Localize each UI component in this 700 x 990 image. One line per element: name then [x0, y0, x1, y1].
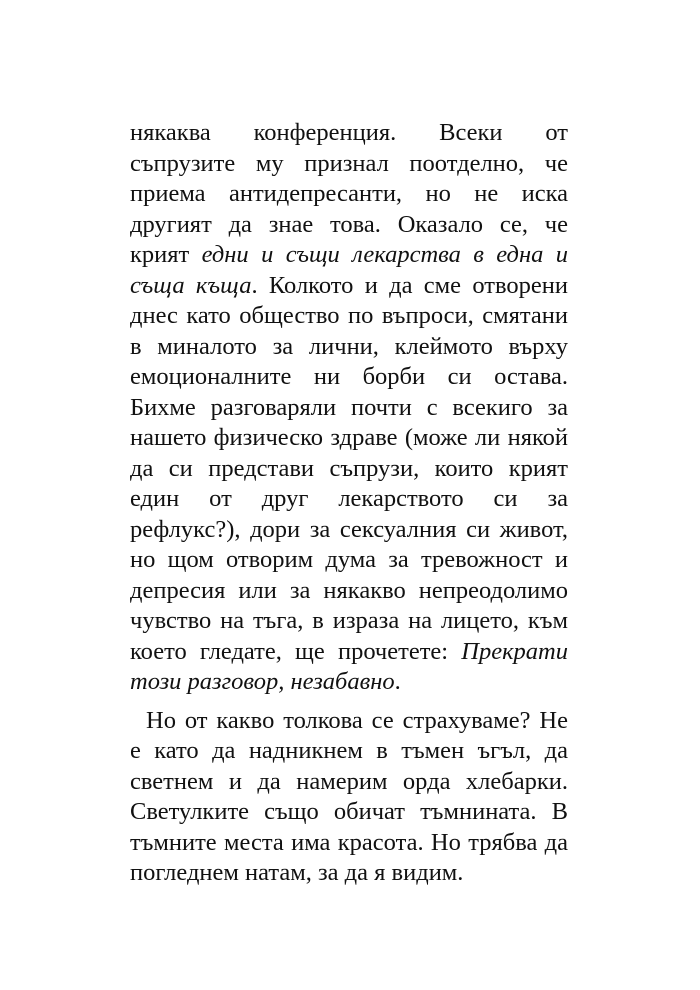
text-run: но щом отворим дума за тревожност и	[130, 546, 568, 573]
text-line	[130, 423, 568, 454]
text-run: един от друг лекарството си за	[130, 485, 568, 512]
text-run: да си представи съпрузи, които крият	[130, 454, 568, 482]
text-line	[130, 149, 568, 180]
italic-text: съща къща	[130, 271, 252, 299]
text-line	[130, 767, 568, 798]
text-run: Бихме разговаряли почти с всекиго за	[130, 393, 568, 421]
text-line	[130, 667, 568, 698]
text-run: крият	[130, 241, 202, 268]
text-line	[130, 393, 568, 424]
text-line	[130, 797, 568, 828]
text-run: съпрузите му признал поотделно, че	[130, 149, 568, 177]
text-run: рефлукс?), дори за сексуалния си живот,	[130, 515, 568, 543]
italic-text: Прекрати	[461, 637, 568, 665]
text-line	[130, 240, 568, 271]
text-run: другият да знае това. Оказало се, че	[130, 210, 568, 238]
text-line	[130, 606, 568, 637]
text-run: нашето физическо здраве (може ли някой	[130, 424, 568, 451]
text-line	[130, 362, 568, 393]
text-line	[130, 545, 568, 576]
text-run: . Колкото и да сме отворени	[251, 271, 568, 299]
text-run: в миналото за лични, клеймото върху	[130, 332, 568, 360]
text-line	[130, 271, 568, 302]
text-line	[130, 706, 568, 737]
text-run: което гледате, ще прочетете:	[130, 637, 462, 665]
text-line	[130, 858, 568, 889]
text-run: е като да надникнем в тъмен ъгъл, да	[130, 737, 568, 764]
text-line	[130, 484, 568, 515]
italic-text: този разговор, незабавно	[130, 668, 395, 695]
text-run: тъмните места има красота. Но трябва да	[130, 828, 568, 856]
text-line	[130, 515, 568, 546]
paragraph	[130, 706, 568, 889]
text-run: емоционалните ни борби си остава.	[130, 363, 568, 390]
body-text	[130, 118, 568, 889]
text-run: депресия или за някакво непреодолимо	[130, 576, 568, 604]
text-line	[130, 828, 568, 859]
text-line	[130, 332, 568, 363]
text-run: погледнем натам, за да я видим.	[130, 859, 464, 886]
text-run: Но от какво толкова се страхуваме? Не	[146, 706, 568, 734]
text-line	[130, 576, 568, 607]
text-run: Светулките също обичат тъмнината. В	[130, 798, 568, 825]
text-run: .	[394, 668, 401, 695]
text-line	[130, 118, 568, 149]
text-run: светнем и да намерим орда хлебарки.	[130, 767, 568, 795]
text-run: приема антидепресанти, но не иска	[130, 180, 568, 207]
text-run: чувство на тъга, в израза на лицето, към	[130, 607, 568, 634]
text-line	[130, 179, 568, 210]
paragraph-gap	[130, 698, 568, 706]
paragraph	[130, 118, 568, 698]
text-run: днес като общество по въпроси, смятани	[130, 302, 568, 329]
text-line	[130, 210, 568, 241]
text-line	[130, 454, 568, 485]
text-line	[130, 301, 568, 332]
text-run: някаква конференция. Всеки от	[130, 119, 568, 146]
italic-text: едни и същи лекарства в една и	[201, 241, 568, 268]
text-line	[130, 637, 568, 668]
text-line	[130, 736, 568, 767]
